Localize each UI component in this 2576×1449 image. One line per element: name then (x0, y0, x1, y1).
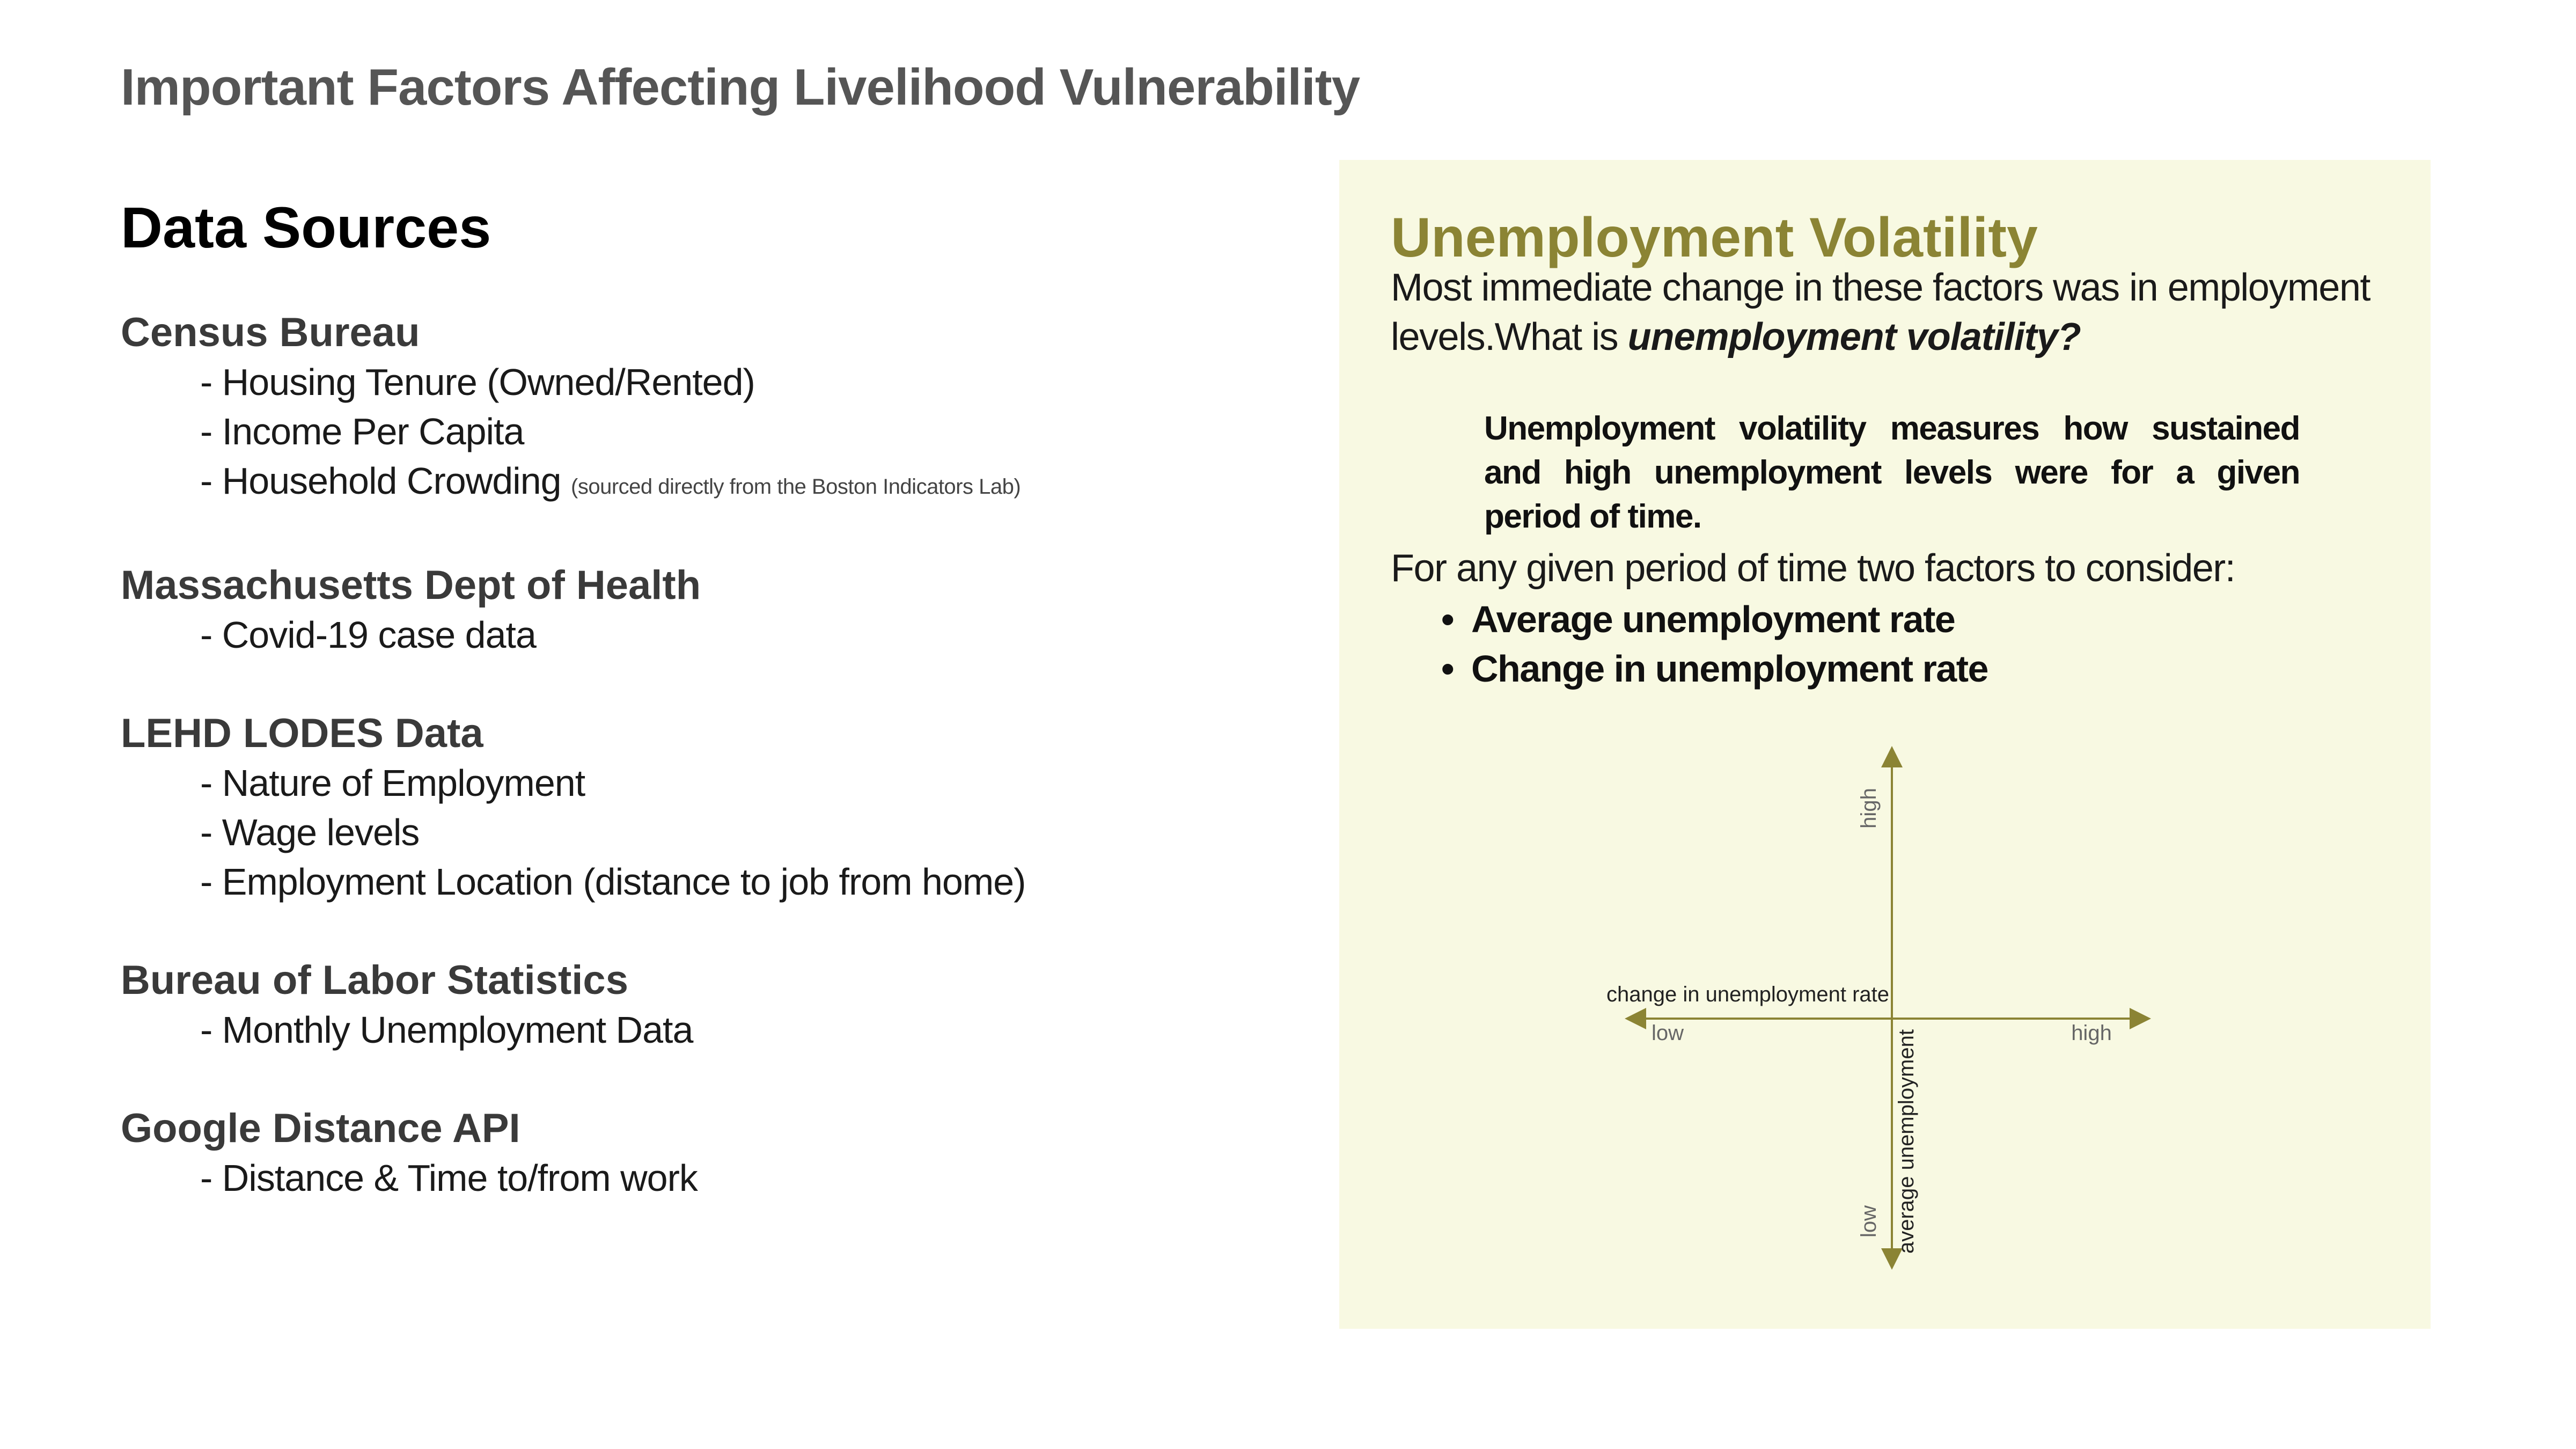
source-item: - Wage levels (200, 811, 420, 853)
source-group-ma-health (121, 561, 1301, 660)
source-item: - Income Per Capita (200, 411, 524, 452)
vertical-axis-label: average unemployment (1895, 1029, 1918, 1254)
source-name: LEHD LODES Data (121, 711, 483, 756)
bullet-icon: • (1441, 598, 1454, 640)
source-item: - Housing Tenure (Owned/Rented) (200, 361, 755, 403)
factor-label: Average unemployment rate (1471, 598, 1955, 640)
source-item: - Covid-19 case data (200, 614, 536, 656)
factors-intro: For any given period of time two factors to consider: (1391, 547, 2235, 590)
source-name: Bureau of Labor Statistics (121, 957, 628, 1003)
up-arrow-icon (1881, 746, 1903, 767)
data-sources-column (121, 195, 1301, 1252)
data-sources-heading: Data Sources (121, 195, 491, 260)
source-item-text: - Household Crowding (200, 460, 561, 502)
source-name: Massachusetts Dept of Health (121, 562, 701, 608)
panel-title: Unemployment Volatility (1391, 207, 2038, 269)
right-arrow-icon (2130, 1008, 2151, 1029)
panel-intro-text: Most immediate change in these factors was in employment levels.What is (1391, 266, 2370, 358)
source-group-lehd (121, 709, 1301, 906)
source-name: Google Distance API (121, 1106, 520, 1151)
source-group-google (121, 1104, 1301, 1203)
horizontal-axis-label: change in unemployment rate (1606, 983, 1889, 1006)
source-note: (sourced directly from the Boston Indicators Lab) (571, 475, 1021, 499)
unemployment-volatility-panel (1339, 160, 2431, 1329)
vertical-low-label: low (1857, 1205, 1881, 1238)
vertical-high-label: high (1857, 788, 1881, 829)
page-title: Important Factors Affecting Livelihood Vulnerability (121, 58, 1360, 116)
source-item: - Nature of Employment (200, 762, 585, 804)
left-arrow-icon (1625, 1008, 1646, 1029)
horizontal-low-label: low (1651, 1021, 1684, 1045)
axis-diagram (1339, 160, 2431, 1329)
horizontal-high-label: high (2071, 1021, 2112, 1045)
factor-label: Change in unemployment rate (1471, 648, 1988, 690)
panel-intro-question: unemployment volatility? (1627, 316, 2081, 358)
source-item-with-note (121, 456, 1301, 511)
source-name: Census Bureau (121, 310, 420, 355)
volatility-definition: Unemployment volatility measures how sustained and high unemployment levels were for a given period of time. (1484, 410, 2300, 535)
bullet-icon: • (1441, 648, 1454, 690)
source-item: - Employment Location (distance to job from home) (200, 861, 1026, 903)
source-item: - Distance & Time to/from work (200, 1157, 698, 1199)
source-item: - Monthly Unemployment Data (200, 1009, 693, 1051)
source-group-bls (121, 956, 1301, 1055)
source-group-census (121, 308, 1301, 511)
